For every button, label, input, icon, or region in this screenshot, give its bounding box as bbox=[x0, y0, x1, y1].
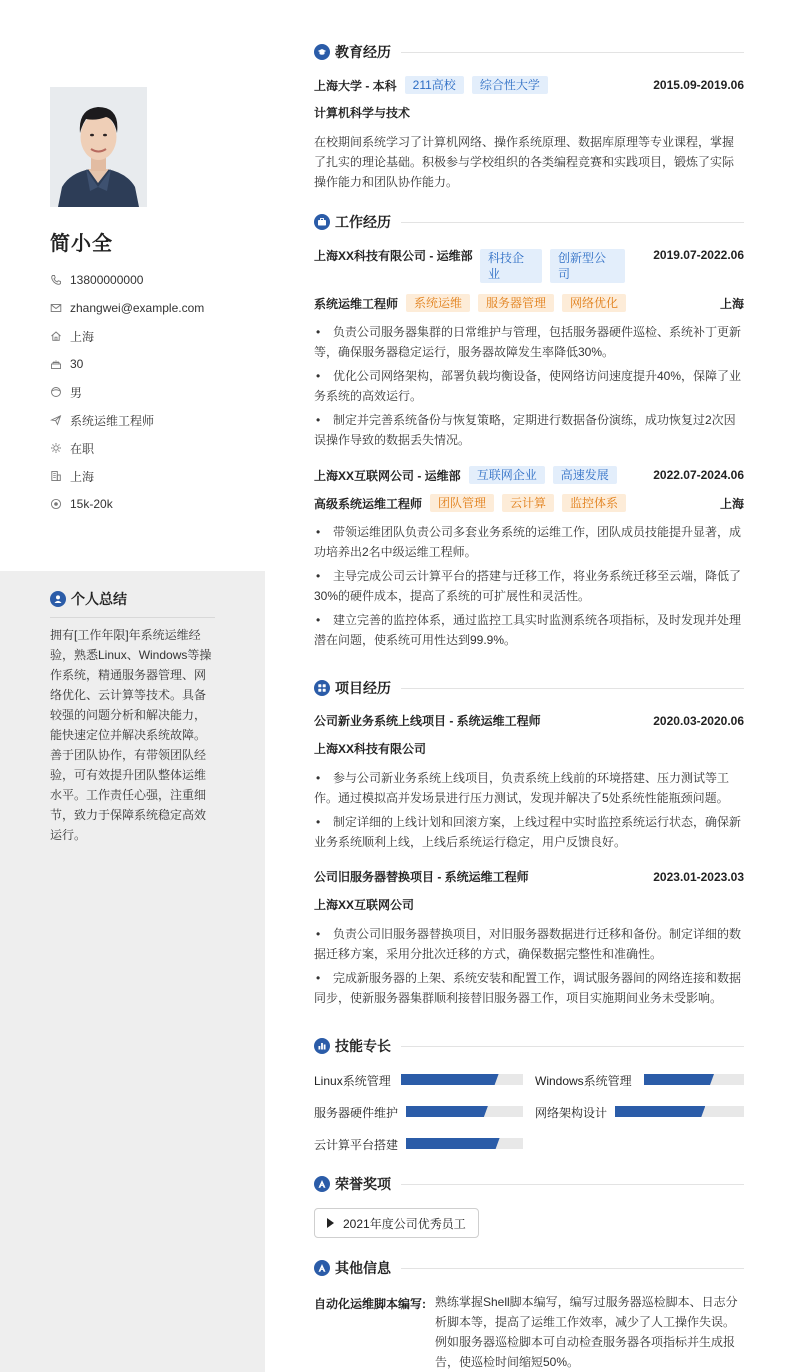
summary-text: 拥有[工作年限]年系统运维经验，熟悉Linux、Windows等操作系统，精通服务器管理、网络优化、云计算等技术。具备较强的问题分析和解决能力，能快速定位并解决系统故障。善于团队协作，有带领团队经验，可有效提升团队整体运维水平。工作责任心强，注重细节，致力于保障系统稳定高效运行。 bbox=[50, 628, 212, 842]
avatar bbox=[50, 87, 147, 207]
info-gender bbox=[50, 378, 260, 406]
contact-info-list bbox=[50, 266, 260, 518]
info-icon bbox=[314, 1260, 330, 1276]
building-icon bbox=[50, 470, 62, 482]
awards-divider bbox=[401, 1184, 744, 1185]
project-bullet: • 完成新服务器的上架、系统安装和配置工作，调试服务器间的网络连接和数据同步，使新服务器集群顺利接替旧服务器工作，项目实施期间业务未受影响。 bbox=[314, 968, 744, 1008]
job-skill-tag: 云计算 bbox=[502, 494, 554, 512]
project-bullet: • 负责公司旧服务器替换项目，对旧服务器数据进行迁移和备份。制定详细的数据迁移方案，采用分批次迁移的方式，确保数据完整性和准确性。 bbox=[314, 924, 744, 964]
work-heading bbox=[314, 212, 744, 232]
salary-text: 15k-20k bbox=[70, 497, 113, 511]
project-bullet: • 制定详细的上线计划和回滚方案，上线过程中实时监控系统运行状态，确保新业务系统顺利上线，上线后系统运行稳定，用户反馈良好。 bbox=[314, 812, 744, 852]
skills-heading bbox=[314, 1036, 744, 1056]
candidate-name: 简小全 bbox=[50, 233, 113, 255]
status-icon bbox=[50, 442, 62, 454]
job-bullet: • 带领运维团队负责公司多套业务系统的运维工作，团队成员技能提升显著，成功培养出2名中级运维工程师。 bbox=[314, 522, 744, 562]
gender-icon bbox=[50, 386, 62, 398]
avatar-illustration bbox=[50, 87, 147, 207]
project-company: 上海XX科技有限公司 bbox=[314, 742, 427, 756]
phone-text: 13800000000 bbox=[70, 273, 144, 287]
play-icon bbox=[327, 1218, 334, 1228]
projects-title: 项目经历 bbox=[335, 680, 391, 696]
job-position-row bbox=[314, 294, 744, 312]
grid-icon bbox=[314, 680, 330, 696]
job-skill-tag: 服务器管理 bbox=[478, 294, 554, 312]
projects-divider bbox=[401, 688, 744, 689]
project-company-row bbox=[314, 896, 744, 913]
project-company: 上海XX互联网公司 bbox=[314, 898, 415, 912]
other-label: 自动化运维脚本编写: bbox=[314, 1297, 426, 1311]
award-icon bbox=[314, 1176, 330, 1192]
skill-bar-fill bbox=[644, 1074, 714, 1085]
skill-bar bbox=[401, 1074, 523, 1085]
skill-bar-fill bbox=[401, 1074, 499, 1085]
job-position: 系统运维工程师 bbox=[314, 296, 399, 311]
work-title: 工作经历 bbox=[335, 214, 391, 230]
work-city-text: 上海 bbox=[70, 469, 95, 484]
job-bullet: • 制定并完善系统备份与恢复策略，定期进行数据备份演练，成功恢复过2次因误操作导致的数据丢失情况。 bbox=[314, 410, 744, 450]
job-tag: 高速发展 bbox=[553, 466, 617, 484]
age-text: 30 bbox=[70, 357, 84, 371]
skill-name: 云计算平台搭建 bbox=[314, 1138, 399, 1152]
job-tag: 创新型公司 bbox=[550, 249, 625, 283]
project-company-row bbox=[314, 740, 744, 757]
major: 计算机科学与技术 bbox=[314, 106, 411, 120]
job-skill-tag: 系统运维 bbox=[406, 294, 470, 312]
email-icon bbox=[50, 302, 62, 314]
job-skill-tag: 监控体系 bbox=[562, 494, 626, 512]
skills-title: 技能专长 bbox=[335, 1038, 391, 1054]
job-company: 上海XX科技有限公司 - 运维部 bbox=[314, 249, 473, 263]
phone-icon bbox=[50, 274, 62, 286]
other-title: 其他信息 bbox=[335, 1260, 391, 1276]
award-item bbox=[314, 1208, 479, 1238]
skill-name: Linux系统管理 bbox=[314, 1074, 391, 1088]
education-description: 在校期间系统学习了计算机网络、操作系统原理、数据库原理等专业课程，掌握了扎实的理论基础。积极参与学校组织的各类编程竞赛和实践项目，锻炼了实际操作能力和团队协作能力。 bbox=[314, 135, 735, 189]
graduation-cap-icon bbox=[314, 44, 330, 60]
info-position bbox=[50, 406, 260, 434]
summary-divider bbox=[50, 617, 215, 618]
award-text: 2021年度公司优秀员工 bbox=[343, 1216, 466, 1231]
skill-name: 服务器硬件维护 bbox=[314, 1106, 399, 1120]
job-bullet: • 负责公司服务器集群的日常维护与管理，包括服务器硬件巡检、系统补丁更新等，确保服务器稳定运行，服务器故障发生率降低30%。 bbox=[314, 322, 744, 362]
summary-title: 个人总结 bbox=[71, 591, 127, 607]
job-tag: 互联网企业 bbox=[469, 466, 545, 484]
project-header-row bbox=[314, 712, 744, 729]
skill-bar-fill bbox=[406, 1138, 500, 1149]
other-heading bbox=[314, 1258, 744, 1278]
job-header-row bbox=[314, 466, 744, 484]
job-city: 上海 bbox=[719, 496, 744, 511]
summary-heading bbox=[50, 589, 127, 609]
major-row bbox=[314, 104, 744, 121]
info-email bbox=[50, 294, 260, 322]
education-date: 2015.09-2019.06 bbox=[653, 78, 744, 92]
age-icon bbox=[50, 358, 62, 370]
info-salary bbox=[50, 490, 260, 518]
job-company: 上海XX互联网公司 - 运维部 bbox=[314, 468, 461, 483]
awards-heading bbox=[314, 1174, 744, 1194]
work-divider bbox=[401, 222, 744, 223]
projects-heading bbox=[314, 678, 744, 698]
job-bullet: • 建立完善的监控体系，通过监控工具实时监测系统各项指标，及时发现并处理潜在问题，使系统可用性达到99.9%。 bbox=[314, 610, 744, 650]
position-text: 系统运维工程师 bbox=[70, 413, 155, 428]
skill-bar bbox=[615, 1106, 744, 1117]
skill-bar bbox=[406, 1138, 523, 1149]
info-age bbox=[50, 350, 260, 378]
job-skill-tag: 网络优化 bbox=[562, 294, 626, 312]
job-skill-tag: 团队管理 bbox=[430, 494, 494, 512]
send-icon bbox=[50, 414, 62, 426]
skill-bar-fill bbox=[615, 1106, 705, 1117]
job-tag: 科技企业 bbox=[480, 249, 542, 283]
other-divider bbox=[401, 1268, 744, 1269]
skill-bar-fill bbox=[406, 1106, 488, 1117]
status-text: 在职 bbox=[70, 441, 95, 456]
school-name: 上海大学 - 本科 bbox=[314, 78, 397, 93]
skills-divider bbox=[401, 1046, 744, 1047]
skill-bar bbox=[406, 1106, 523, 1117]
project-bullet: • 参与公司新业务系统上线项目，负责系统上线前的环境搭建、压力测试等工作。通过模拟高并发场景进行压力测试，发现并解决了5处系统性能瓶颈问题。 bbox=[314, 768, 744, 808]
project-header-row bbox=[314, 868, 744, 885]
job-date: 2022.07-2024.06 bbox=[653, 468, 744, 482]
education-heading bbox=[314, 42, 744, 62]
briefcase-icon bbox=[314, 214, 330, 230]
education-divider bbox=[401, 52, 744, 53]
info-work-city bbox=[50, 462, 260, 490]
job-date: 2019.07-2022.06 bbox=[653, 248, 744, 262]
home-city-text: 上海 bbox=[70, 329, 95, 344]
project-date: 2023.01-2023.03 bbox=[653, 869, 744, 884]
education-title: 教育经历 bbox=[335, 44, 391, 60]
user-icon bbox=[50, 591, 66, 607]
info-phone bbox=[50, 266, 260, 294]
skill-name: 网络架构设计 bbox=[535, 1106, 608, 1120]
project-name: 公司新业务系统上线项目 - 系统运维工程师 bbox=[314, 714, 541, 728]
education-tag: 211高校 bbox=[405, 76, 464, 94]
job-position: 高级系统运维工程师 bbox=[314, 496, 423, 511]
education-tag: 综合性大学 bbox=[472, 76, 548, 94]
job-position-row bbox=[314, 494, 744, 512]
bar-chart-icon bbox=[314, 1038, 330, 1054]
home-icon bbox=[50, 330, 62, 342]
job-bullet: • 主导完成公司云计算平台的搭建与迁移工作，将业务系统迁移至云端，降低了30%的硬件成本，提高了系统的可扩展性和灵活性。 bbox=[314, 566, 744, 606]
email-text: zhangwei@example.com bbox=[70, 301, 205, 315]
salary-icon bbox=[50, 498, 62, 510]
other-text: 熟练掌握Shell脚本编写，编写过服务器巡检脚本、日志分析脚本等，提高了运维工作效率，减少了人工操作失误。例如服务器巡检脚本可自动检查服务器各项指标并生成报告，使巡检时间缩短50%。 bbox=[435, 1295, 738, 1369]
skill-name: Windows系统管理 bbox=[535, 1074, 632, 1088]
job-bullet: • 优化公司网络架构，部署负载均衡设备，使网络访问速度提升40%，保障了业务系统的高效运行。 bbox=[314, 366, 744, 406]
education-header-row bbox=[314, 76, 744, 94]
skill-bar bbox=[644, 1074, 744, 1085]
project-name: 公司旧服务器替换项目 - 系统运维工程师 bbox=[314, 870, 529, 884]
awards-title: 荣誉奖项 bbox=[335, 1176, 391, 1192]
project-date: 2020.03-2020.06 bbox=[653, 713, 744, 728]
gender-text: 男 bbox=[70, 385, 83, 400]
info-status bbox=[50, 434, 260, 462]
job-city: 上海 bbox=[719, 296, 744, 311]
info-home bbox=[50, 322, 260, 350]
